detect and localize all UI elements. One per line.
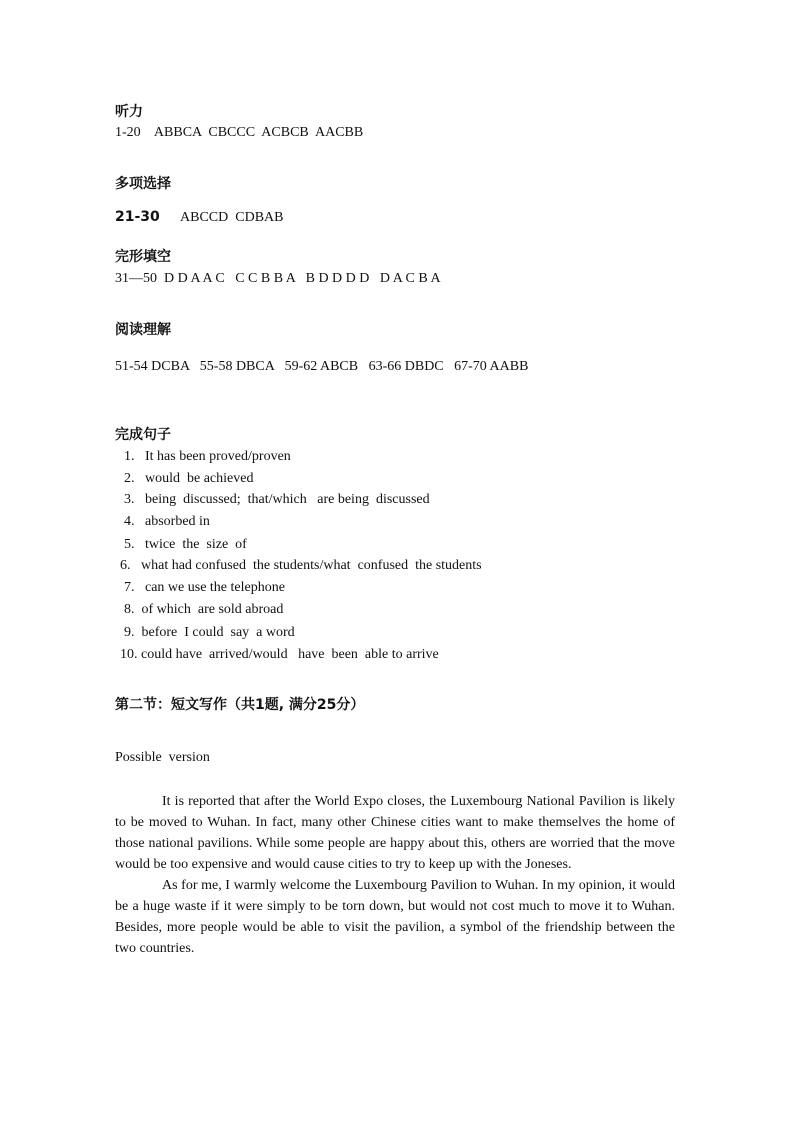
- listening-heading: 听力: [115, 104, 143, 120]
- multiple-choice-answers-line: [115, 208, 283, 227]
- writing-heading: 第二节：短文写作（共1题, 满分25分）: [115, 697, 365, 713]
- sentence-item: 10. could have arrived/would have been able to arrive: [120, 647, 439, 662]
- reading-answers-line: 51-54 DCBA 55-58 DBCA 59-62 ABCB 63-66 DBDC 67-70 AABB: [115, 359, 529, 374]
- sentence-item: 1. It has been proved/proven: [124, 449, 291, 464]
- sentence-item: 2. would be achieved: [124, 471, 254, 486]
- reading-heading: 阅读理解: [115, 322, 171, 338]
- sentence-item: 5. twice the size of: [124, 537, 247, 552]
- essay-paragraph: As for me, I warmly welcome the Luxembourg Pavilion to Wuhan. In my opinion, it would be a huge waste if it were simply to be torn down, but would not cost much to move it to Wuhan. Besides, more people would be able to visit the pavilion, a symbol of the friendship between the two countries.: [115, 878, 675, 956]
- multiple-choice-range: 21-30: [115, 209, 160, 225]
- sentences-heading: 完成句子: [115, 427, 171, 443]
- cloze-heading: 完形填空: [115, 249, 171, 265]
- cloze-answers-line: 31—50 D D A A C C C B B A B D D D D D A C B A: [115, 271, 441, 286]
- sentence-item: 8. of which are sold abroad: [124, 602, 284, 617]
- sentence-item: 9. before I could say a word: [124, 625, 295, 640]
- listening-answers-line: [115, 124, 363, 142]
- possible-version-label: Possible version: [115, 750, 210, 765]
- multiple-choice-answers: ABCCD CDBAB: [180, 210, 284, 225]
- sentence-item: 6. what had confused the students/what confused the students: [120, 558, 482, 573]
- listening-answers: ABBCA CBCCC ACBCB AACBB: [153, 125, 364, 140]
- sentence-item: 7. can we use the telephone: [124, 580, 285, 595]
- model-essay: [115, 791, 675, 959]
- listening-range: 1-20: [115, 125, 141, 140]
- sentence-item: 4. absorbed in: [124, 514, 210, 529]
- essay-paragraph: It is reported that after the World Expo closes, the Luxembourg National Pavilion is likely to be moved to Wuhan. In fact, many other Chinese cities want to make themselves the home of those national pavilions. While some people are happy about this, others are worried that the move would be too expensive and would cause cities to try to keep up with the Joneses.: [115, 794, 675, 872]
- sentence-item: 3. being discussed; that/which are being discussed: [124, 492, 430, 507]
- multiple-choice-heading: 多项选择: [115, 176, 171, 192]
